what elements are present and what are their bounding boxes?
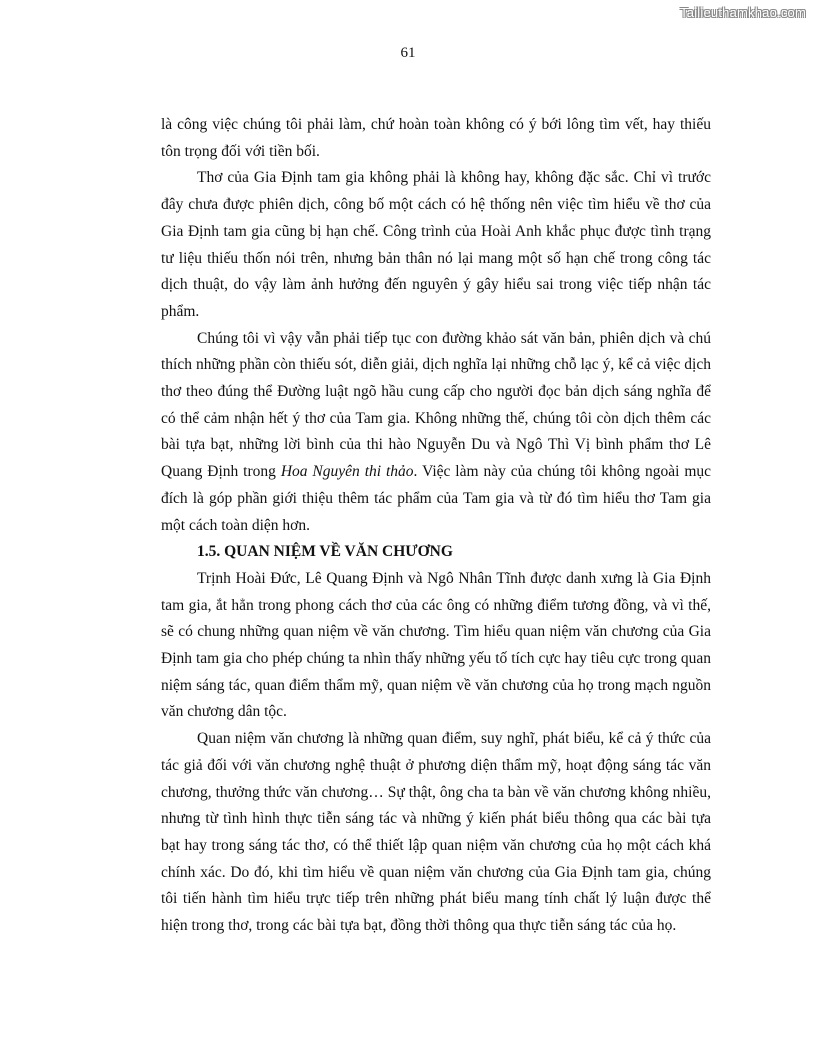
paragraph-text: Chúng tôi vì vậy vẫn phải tiếp tục con đường khảo sát văn bản, phiên dịch và chú thích những phần còn thiếu sót, diễn giải, dịch nghĩa lại những chỗ lạc ý, kể cả việc dịch thơ theo đúng thể Đường luật ngõ hầu cung cấp cho người đọc bản dịch sáng nghĩa để có thể cảm nhận hết ý thơ của Tam gia. Không những thế, chúng tôi còn dịch thêm các bài tựa bạt, những lời bình của thi hào Nguyễn Du và Ngô Thì Vị bình phẩm thơ Lê Quang Định trong xyxy=(161,329,711,481)
watermark: Tailieuthamkhao.com xyxy=(680,5,806,20)
paragraph-literary-view-definition: Quan niệm văn chương là những quan điểm, suy nghĩ, phát biểu, kể cả ý thức của tác giả đối với văn chương nghệ thuật ở phương diện thẩm mỹ, hoạt động sáng tác văn chương, thưởng thức văn chương… Sự thật, ông cha ta bàn về văn chương không nhiều, nhưng từ tình hình thực tiễn sáng tác và những ý kiến phát biểu thông qua các bài tựa bạt hay trong sáng tác thơ, có thể thiết lập quan niệm văn chương của họ một cách khá chính xác. Do đó, khi tìm hiểu về quan niệm văn chương của Gia Định tam gia, chúng tôi tiến hành tìm hiểu trực tiếp trên những phát biểu mang tính chất lý luận được thể hiện trong thơ, trong các bài tựa bạt, đồng thời thông qua thực tiễn sáng tác của họ. xyxy=(161,730,711,935)
paragraph-continuation: là công việc chúng tôi phải làm, chứ hoàn toàn không có ý bới lông tìm vết, hay thiếu tôn trọng đối với tiền bối. xyxy=(161,116,711,160)
book-title: Hoa Nguyên thi thảo xyxy=(280,463,414,481)
paragraph-literary-view-intro: Trịnh Hoài Đức, Lê Quang Định và Ngô Nhân Tĩnh được danh xưng là Gia Định tam gia, ắt hẳn trong phong cách thơ của các ông có những điểm tương đồng, và vì thế, sẽ có chung những quan niệm về văn chương. Tìm hiểu quan niệm văn chương của Gia Định tam gia cho phép chúng ta nhìn thấy những yếu tố tích cực hay tiêu cực trong quan niệm sáng tác, quan điểm thẩm mỹ, quan niệm về văn chương của họ trong mạch nguồn văn chương dân tộc. xyxy=(161,569,711,721)
section-heading: 1.5. QUAN NIỆM VỀ VĂN CHƯƠNG xyxy=(197,543,453,561)
paragraph-text: . Việc làm này của chúng tôi không ngoài mục đích là góp phần giới thiệu thêm tác phẩm của Tam gia và từ đó tìm hiểu thơ Tam gia một cách toàn diện hơn. xyxy=(161,463,712,534)
page-number: 61 xyxy=(400,45,416,61)
page-body xyxy=(161,112,711,940)
paragraph-translation-work xyxy=(161,326,711,540)
paragraph-gia-dinh-poetry: Thơ của Gia Định tam gia không phải là không hay, không đặc sắc. Chỉ vì trước đây chưa được phiên dịch, công bố một cách có hệ thống nên việc tìm hiểu về thơ của Gia Định tam gia cũng bị hạn chế. Công trình của Hoài Anh khắc phục được tình trạng tư liệu thiếu thốn nói trên, nhưng bản thân nó lại mang một số hạn chế trong công tác dịch thuật, do vậy làm ảnh hưởng đến nguyên ý gây hiểu sai trong việc tiếp nhận tác phẩm. xyxy=(161,169,711,320)
